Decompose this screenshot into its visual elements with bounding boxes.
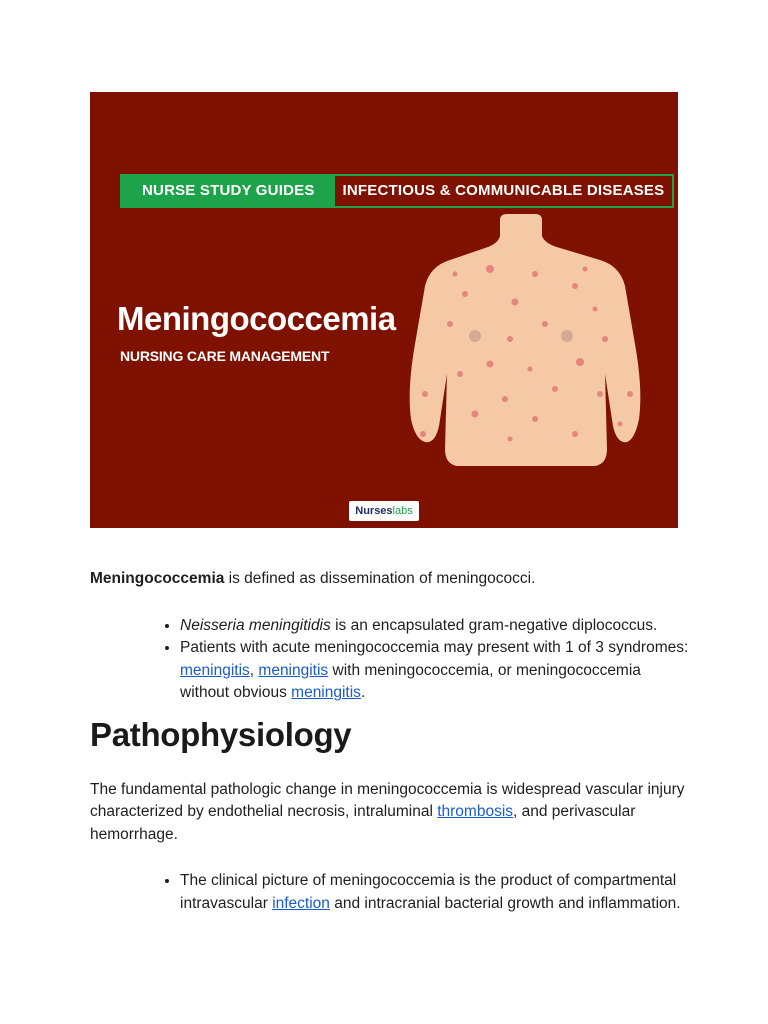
category-tag-bar: [120, 174, 674, 208]
meningitis-link[interactable]: meningitis: [180, 661, 250, 679]
list-item: • The clinical picture of meningococcemia is the product of compartmental intravascular infection and intracranial bacterial growth and inflammation.: [180, 870, 690, 915]
nurseslabs-logo: Nurseslabs: [349, 501, 419, 521]
nipple-left: [469, 330, 481, 342]
meningitis-link[interactable]: meningitis: [291, 684, 361, 701]
intro-bullet-list: [90, 615, 690, 705]
list-item: • Patients with acute meningococcemia may present with 1 of 3 syndromes: meningitis, meningitis with meningococcemia, or meningococcemia without obvious meningitis.: [180, 637, 690, 705]
article-body: [90, 568, 690, 915]
intro-paragraph: Meningococcemia is defined as dissemination of meningococci.: [90, 570, 536, 587]
meningitis-link[interactable]: meningitis: [258, 661, 329, 679]
list-item: • Neisseria meningitidis is an encapsulated gram-negative diplococcus.: [180, 615, 690, 638]
pathophysiology-paragraph: The fundamental pathologic change in meningococcemia is widespread vascular injury characterized by endothelial necrosis, intraluminal thrombosis, and perivascular hemorrhage.: [90, 780, 685, 843]
pathophysiology-heading: Pathophysiology: [90, 715, 352, 753]
infection-link[interactable]: infection: [272, 894, 330, 912]
banner-subtitle: NURSING CARE MANAGEMENT: [120, 348, 330, 364]
header-banner-image: [90, 92, 678, 528]
pathophysiology-bullet-list: [90, 870, 690, 915]
nipple-right: [561, 330, 573, 342]
banner-title: Meningococcemia: [117, 300, 396, 337]
rash-torso-illustration: [395, 214, 645, 469]
intro-term: Meningococcemia: [90, 570, 225, 587]
study-guide-tag: NURSE STUDY GUIDES: [122, 176, 335, 206]
category-tag: INFECTIOUS & COMMUNICABLE DISEASES: [335, 176, 673, 206]
thrombosis-link[interactable]: thrombosis: [437, 803, 514, 820]
